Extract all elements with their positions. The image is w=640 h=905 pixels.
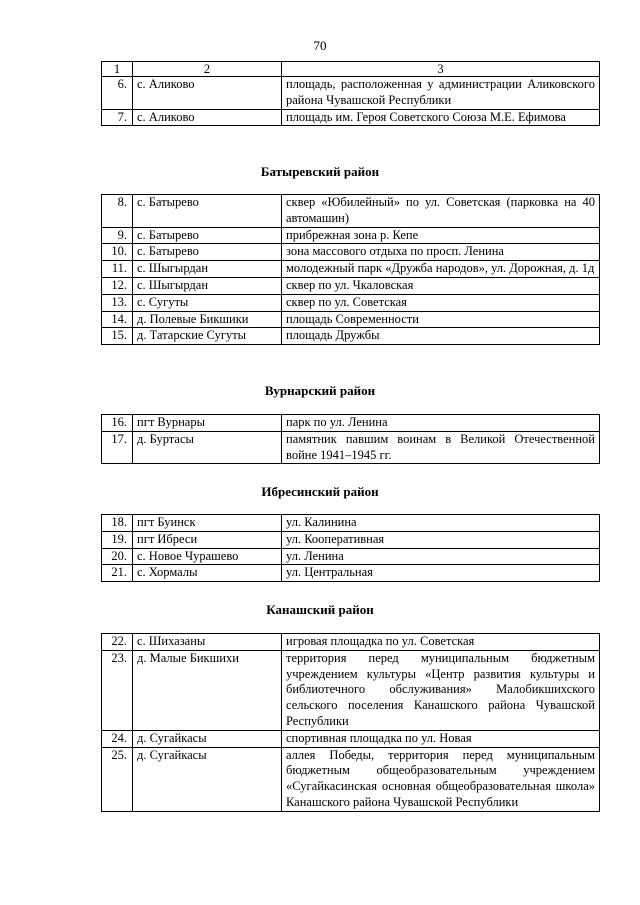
- location-description: аллея Победы, территория перед муниципальным бюджетным общеобразовательным учреждением «Сугайкасинская основная общеобразовательная школа» Канашского района Чувашской Республики: [282, 747, 600, 811]
- row-number: 10.: [102, 244, 133, 261]
- settlement-name: д. Сугайкасы: [133, 747, 282, 811]
- row-number: 14.: [102, 311, 133, 328]
- location-description: молодежный парк «Дружба народов», ул. Дорожная, д. 1д: [282, 261, 600, 278]
- table-row: [102, 311, 600, 328]
- table-row: [102, 261, 600, 278]
- settlement-name: с. Аликово: [133, 109, 282, 126]
- row-number: 16.: [102, 415, 133, 432]
- table-vurnary: [101, 414, 600, 464]
- settlement-name: пгт Вурнары: [133, 415, 282, 432]
- location-description: площадь им. Героя Советского Союза М.Е. Ефимова: [282, 109, 600, 126]
- row-number: 21.: [102, 565, 133, 582]
- table-alikovo: [101, 61, 600, 126]
- row-number: 6.: [102, 77, 133, 110]
- location-description: прибрежная зона р. Кепе: [282, 227, 600, 244]
- settlement-name: с. Аликово: [133, 77, 282, 110]
- table-row: [102, 109, 600, 126]
- location-description: площадь, расположенная у администрации Аликовского района Чувашской Республики: [282, 77, 600, 110]
- row-number: 12.: [102, 277, 133, 294]
- row-number: 18.: [102, 515, 133, 532]
- location-description: ул. Центральная: [282, 565, 600, 582]
- row-number: 7.: [102, 109, 133, 126]
- table-row: [102, 195, 600, 228]
- row-number: 11.: [102, 261, 133, 278]
- row-number: 8.: [102, 195, 133, 228]
- page-number: 70: [313, 38, 327, 53]
- table-kanash: [101, 633, 600, 812]
- table-row: [102, 277, 600, 294]
- row-number: 19.: [102, 531, 133, 548]
- settlement-name: с. Шихазаны: [133, 634, 282, 651]
- settlement-name: с. Новое Чурашево: [133, 548, 282, 565]
- settlement-name: с. Сугуты: [133, 294, 282, 311]
- table-ibresi: [101, 514, 600, 582]
- location-description: ул. Кооперативная: [282, 531, 600, 548]
- section-title: Ибресинский район: [261, 484, 379, 499]
- location-description: территория перед муниципальным бюджетным учреждением культуры «Центр развития культуры и библиотечного обслуживания» Малобикшихского сельского поселения Канашского района Чувашской Республики: [282, 650, 600, 730]
- settlement-name: с. Батырево: [133, 227, 282, 244]
- settlement-name: с. Батырево: [133, 244, 282, 261]
- table-row: [102, 531, 600, 548]
- table-row: [102, 415, 600, 432]
- table-row: [102, 747, 600, 811]
- settlement-name: с. Шыгырдан: [133, 261, 282, 278]
- settlement-name: с. Шыгырдан: [133, 277, 282, 294]
- row-number: 15.: [102, 328, 133, 345]
- row-number: 20.: [102, 548, 133, 565]
- table-row: [102, 548, 600, 565]
- table-row: [102, 650, 600, 730]
- table-row: [102, 328, 600, 345]
- settlement-name: д. Татарские Сугуты: [133, 328, 282, 345]
- location-description: парк по ул. Ленина: [282, 415, 600, 432]
- column-header: 1: [102, 62, 133, 77]
- row-number: 23.: [102, 650, 133, 730]
- section-title: Вурнарский район: [264, 383, 376, 398]
- location-description: сквер «Юбилейный» по ул. Советская (парковка на 40 автомашин): [282, 195, 600, 228]
- settlement-name: д. Буртасы: [133, 431, 282, 464]
- row-number: 17.: [102, 431, 133, 464]
- table-row: [102, 565, 600, 582]
- section-title: Канашский район: [266, 602, 374, 617]
- row-number: 22.: [102, 634, 133, 651]
- location-description: игровая площадка по ул. Советская: [282, 634, 600, 651]
- settlement-name: д. Сугайкасы: [133, 730, 282, 747]
- row-number: 24.: [102, 730, 133, 747]
- location-description: площадь Дружбы: [282, 328, 600, 345]
- location-description: памятник павшим воинам в Великой Отечественной войне 1941–1945 гг.: [282, 431, 600, 464]
- table-row: [102, 244, 600, 261]
- settlement-name: д. Малые Бикшихи: [133, 650, 282, 730]
- location-description: ул. Калинина: [282, 515, 600, 532]
- location-description: сквер по ул. Советская: [282, 294, 600, 311]
- table-row: [102, 77, 600, 110]
- table-row: [102, 294, 600, 311]
- location-description: площадь Современности: [282, 311, 600, 328]
- row-number: 9.: [102, 227, 133, 244]
- location-description: спортивная площадка по ул. Новая: [282, 730, 600, 747]
- location-description: ул. Ленина: [282, 548, 600, 565]
- table-header-row: [102, 62, 600, 77]
- section-title: Батыревский район: [260, 164, 380, 179]
- row-number: 13.: [102, 294, 133, 311]
- settlement-name: пгт Ибреси: [133, 531, 282, 548]
- location-description: зона массового отдыха по просп. Ленина: [282, 244, 600, 261]
- settlement-name: с. Батырево: [133, 195, 282, 228]
- table-row: [102, 730, 600, 747]
- table-row: [102, 431, 600, 464]
- column-header: 3: [282, 62, 600, 77]
- row-number: 25.: [102, 747, 133, 811]
- settlement-name: пгт Буинск: [133, 515, 282, 532]
- table-batyrevo: [101, 194, 600, 345]
- column-header: 2: [133, 62, 282, 77]
- location-description: сквер по ул. Чкаловская: [282, 277, 600, 294]
- table-row: [102, 227, 600, 244]
- settlement-name: с. Хормалы: [133, 565, 282, 582]
- table-row: [102, 634, 600, 651]
- table-row: [102, 515, 600, 532]
- settlement-name: д. Полевые Бикшики: [133, 311, 282, 328]
